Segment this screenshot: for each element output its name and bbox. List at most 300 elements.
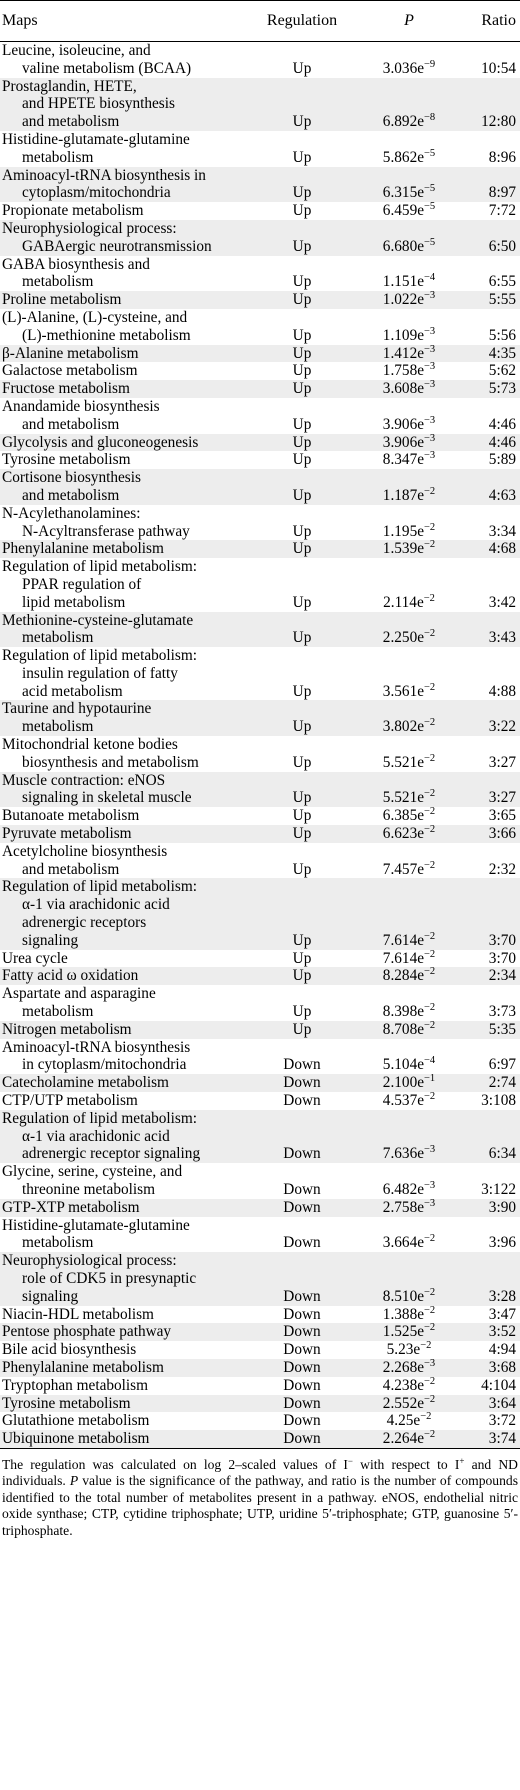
cell-map: [0, 469, 246, 505]
p-value-exponent: −2: [424, 1002, 436, 1014]
p-value-mantissa: 1.195e: [382, 522, 425, 540]
p-value-exponent: −2: [424, 1233, 436, 1245]
map-name-line: Tyrosine metabolism: [2, 451, 131, 469]
cell-map: [0, 878, 246, 949]
cell-p-value: [358, 505, 460, 541]
map-name-line: Pentose phosphate pathway: [2, 1323, 172, 1341]
p-value-exponent: −3: [424, 343, 436, 355]
p-value-mantissa: 3.906e: [382, 433, 425, 451]
cell-map: [0, 1377, 246, 1395]
table-row: [0, 1359, 520, 1377]
map-name-line: metabolism: [22, 148, 94, 166]
table-row: [0, 612, 520, 648]
p-value-exponent: −3: [424, 432, 436, 444]
table-row: [0, 1110, 520, 1163]
cell-ratio: 5:73: [460, 380, 520, 398]
p-value-exponent: −2: [424, 948, 436, 960]
cell-regulation: Down: [283, 1412, 321, 1430]
map-name-line: adrenergic receptor signaling: [22, 1145, 201, 1163]
p-value-mantissa: 6.680e: [382, 237, 425, 255]
cell-map: [0, 558, 246, 611]
cell-p-value: [358, 1092, 460, 1110]
cell-p-value: [358, 825, 460, 843]
cell-ratio: 3:70: [488, 949, 516, 967]
cell-map: [0, 1341, 246, 1359]
p-value-exponent: −3: [424, 1144, 436, 1156]
p-value-exponent: −2: [420, 1340, 432, 1352]
cell-ratio: 5:56: [488, 326, 516, 344]
cell-ratio: 6:55: [488, 273, 516, 291]
cell-regulation: Up: [292, 326, 312, 344]
cell-map: [0, 505, 246, 541]
cell-ratio: 6:34: [460, 1110, 520, 1163]
table-row: [0, 1412, 520, 1430]
map-name-line: Regulation of lipid metabolism:: [2, 1109, 198, 1127]
map-name-line: signaling: [22, 1287, 79, 1305]
map-name-line: Niacin-HDL metabolism: [2, 1305, 154, 1323]
cell-ratio: 3:66: [460, 825, 520, 843]
table-row: [0, 878, 520, 949]
cell-regulation: Up: [246, 78, 358, 131]
cell-regulation: Up: [292, 807, 312, 825]
map-name-line: Pyruvate metabolism: [2, 825, 132, 843]
cell-regulation: Up: [292, 415, 312, 433]
map-name-line: cytoplasm/mitochondria: [22, 184, 171, 202]
map-name-line: metabolism: [22, 273, 94, 291]
map-name-line: Mitochondrial ketone bodies: [2, 736, 178, 754]
table-row: [0, 1021, 520, 1039]
table-row: [0, 540, 520, 558]
p-value-exponent: −2: [424, 485, 436, 497]
p-value-mantissa: 2.268e: [382, 1358, 425, 1376]
table-row: [0, 647, 520, 700]
p-value-mantissa: 2.114e: [383, 593, 424, 611]
p-value-mantissa: 5.23e: [386, 1341, 421, 1359]
cell-p-value: [358, 612, 460, 648]
cell-ratio: 4:35: [460, 345, 520, 363]
p-value-exponent: −2: [424, 859, 436, 871]
map-name-line: Muscle contraction: eNOS: [2, 771, 166, 789]
cell-p-value: [358, 540, 460, 558]
cell-regulation: Down: [246, 1395, 358, 1413]
p-value-mantissa: 2.100e: [382, 1074, 425, 1092]
cell-p-value: [358, 843, 460, 879]
cell-map: [0, 345, 246, 363]
cell-p-value: [358, 291, 460, 309]
table-row: [0, 1377, 520, 1395]
cell-regulation: Down: [246, 1323, 358, 1341]
cell-p-value: [358, 558, 460, 611]
footnote-superscript: +: [459, 1455, 465, 1466]
table-row: [0, 1395, 520, 1413]
p-value-mantissa: 3.561e: [382, 682, 425, 700]
table-row: [0, 1306, 520, 1324]
p-value-mantissa: 6.892e: [382, 113, 425, 131]
p-value-exponent: −3: [424, 361, 436, 373]
table-row: [0, 398, 520, 434]
p-value-exponent: −2: [424, 966, 436, 978]
p-value-mantissa: 8.510e: [382, 1287, 425, 1305]
p-value-exponent: −4: [424, 272, 436, 284]
map-name-line: GABA biosynthesis and: [2, 255, 150, 273]
table-row: [0, 469, 520, 505]
cell-ratio: 4:94: [488, 1341, 516, 1359]
cell-ratio: 3:27: [460, 772, 520, 808]
cell-ratio: 3:64: [460, 1395, 520, 1413]
p-value-exponent: −3: [424, 379, 436, 391]
map-name-line: Methionine-cysteine-glutamate: [2, 611, 194, 629]
cell-map: [0, 985, 246, 1021]
p-value-mantissa: 1.187e: [382, 486, 425, 504]
cell-p-value: [358, 736, 460, 772]
cell-p-value: [358, 647, 460, 700]
p-value-exponent: −2: [424, 717, 436, 729]
footnote-p-italic: P: [69, 1473, 79, 1489]
map-name-line: valine metabolism (BCAA): [22, 59, 192, 77]
cell-regulation: Down: [283, 1376, 321, 1394]
map-name-line: Tryptophan metabolism: [2, 1376, 149, 1394]
cell-ratio: 8:96: [488, 148, 516, 166]
p-value-exponent: −5: [424, 236, 436, 248]
cell-regulation: Down: [283, 1092, 321, 1110]
cell-map: [0, 42, 246, 78]
cell-ratio: 3:22: [460, 700, 520, 736]
p-value-mantissa: 1.525e: [382, 1323, 425, 1341]
header-row: [0, 1, 520, 42]
map-name-line: Regulation of lipid metabolism:: [2, 647, 198, 665]
p-value-exponent: −2: [424, 806, 436, 818]
cell-map: [0, 647, 246, 700]
p-value-mantissa: 5.521e: [382, 789, 425, 807]
table-row: [0, 167, 520, 203]
p-value-mantissa: 7.636e: [382, 1145, 425, 1163]
p-value-mantissa: 5.521e: [382, 753, 425, 771]
cell-regulation: Down: [283, 1305, 321, 1323]
p-value-mantissa: 1.412e: [382, 344, 425, 362]
map-name-line: Propionate metabolism: [2, 202, 144, 220]
cell-p-value: [358, 772, 460, 808]
footnote-superscript: −: [347, 1455, 353, 1466]
cell-ratio: 4:46: [488, 415, 516, 433]
cell-regulation: Down: [246, 1199, 358, 1217]
cell-p-value: [358, 362, 460, 380]
cell-regulation: Down: [246, 1110, 358, 1163]
map-name-line: Glycine, serine, cysteine, and: [2, 1163, 183, 1181]
cell-ratio: 3:74: [460, 1430, 520, 1448]
map-name-line: Glutathione metabolism: [2, 1412, 150, 1430]
table-row: [0, 42, 520, 78]
cell-regulation: Up: [246, 540, 358, 558]
p-value-exponent: −3: [424, 325, 436, 337]
cell-regulation: Up: [246, 967, 358, 985]
map-name-line: metabolism: [22, 1234, 94, 1252]
p-value-exponent: −2: [424, 1286, 436, 1298]
cell-map: [0, 1323, 246, 1341]
cell-map: [0, 291, 246, 309]
cell-map: [0, 825, 246, 843]
cell-regulation: Up: [246, 291, 358, 309]
table-row: [0, 220, 520, 256]
table-row: [0, 1074, 520, 1092]
map-name-line: Prostaglandin, HETE,: [2, 77, 137, 95]
map-name-line: Regulation of lipid metabolism:: [2, 558, 198, 576]
p-value-mantissa: 1.539e: [382, 540, 425, 558]
cell-map: [0, 700, 246, 736]
p-value-exponent: −3: [424, 1180, 436, 1191]
map-name-line: Taurine and hypotaurine: [2, 700, 152, 718]
table-row: [0, 1217, 520, 1253]
cell-regulation: Up: [292, 451, 312, 469]
map-name-line: GTP-XTP metabolism: [2, 1198, 140, 1216]
table-row: [0, 772, 520, 808]
map-name-line: signaling in skeletal muscle: [22, 789, 192, 807]
cell-p-value: [358, 1395, 460, 1413]
table-row: [0, 505, 520, 541]
p-value-exponent: −2: [424, 681, 436, 693]
cell-map: [0, 1395, 246, 1413]
cell-map: [0, 398, 246, 434]
map-name-line: Aspartate and asparagine: [2, 985, 156, 1003]
p-value-exponent: −9: [424, 58, 436, 70]
cell-p-value: [358, 1217, 460, 1253]
footnote-text: The regulation was calculated on log 2–scaled values of I: [2, 1456, 348, 1472]
map-name-line: adrenergic receptors: [22, 914, 147, 932]
table-row: [0, 309, 520, 345]
cell-regulation: Up: [246, 825, 358, 843]
p-value-exponent: −2: [420, 1411, 432, 1423]
table-row: [0, 825, 520, 843]
cell-map: [0, 1110, 246, 1163]
cell-p-value: [358, 1039, 460, 1075]
cell-regulation: Up: [246, 220, 358, 256]
cell-regulation: Up: [292, 753, 312, 771]
cell-regulation: Up: [292, 273, 312, 291]
cell-p-value: [358, 220, 460, 256]
cell-ratio: 3:108: [481, 1092, 516, 1110]
map-name-line: Phenylalanine metabolism: [2, 1358, 164, 1376]
header-ratio: Ratio: [460, 1, 520, 42]
cell-p-value: [358, 451, 460, 469]
cell-p-value: [358, 1359, 460, 1377]
map-name-line: Anandamide biosynthesis: [2, 397, 160, 415]
cell-ratio: 4:46: [460, 434, 520, 452]
cell-ratio: 3:47: [488, 1305, 516, 1323]
map-name-line: Aminoacyl-tRNA biosynthesis in: [2, 166, 206, 184]
map-name-line: α-1 via arachidonic acid: [22, 1127, 170, 1145]
p-value-exponent: −2: [424, 1322, 436, 1334]
cell-ratio: 3:28: [460, 1252, 520, 1305]
cell-p-value: [358, 950, 460, 968]
cell-p-value: [358, 1021, 460, 1039]
p-value-exponent: −2: [424, 824, 436, 836]
cell-regulation: Up: [292, 593, 312, 611]
header-regulation: Regulation: [246, 1, 358, 42]
p-value-mantissa: 1.022e: [382, 291, 425, 309]
table-row: [0, 950, 520, 968]
cell-map: [0, 736, 246, 772]
cell-regulation: Up: [292, 362, 312, 380]
cell-map: [0, 1074, 246, 1092]
cell-regulation: Up: [246, 1021, 358, 1039]
p-value-exponent: −2: [424, 1375, 436, 1387]
p-value-mantissa: 2.250e: [382, 629, 425, 647]
p-value-exponent: −2: [424, 1019, 436, 1031]
p-value-mantissa: 5.862e: [382, 148, 425, 166]
map-name-line: Histidine-glutamate-glutamine: [2, 130, 190, 148]
cell-p-value: [358, 878, 460, 949]
cell-ratio: 6:50: [460, 220, 520, 256]
p-value-mantissa: 1.758e: [382, 362, 425, 380]
cell-regulation: Up: [246, 167, 358, 203]
table-row: [0, 1430, 520, 1448]
table-row: [0, 736, 520, 772]
table-row: [0, 1163, 520, 1199]
cell-p-value: [358, 1430, 460, 1448]
footnote-text: with respect to I: [353, 1456, 460, 1472]
cell-ratio: 3:72: [488, 1412, 516, 1430]
cell-p-value: [358, 78, 460, 131]
map-name-line: Urea cycle: [2, 949, 68, 967]
map-name-line: Butanoate metabolism: [2, 807, 140, 825]
p-value-mantissa: 3.906e: [382, 415, 425, 433]
cell-ratio: 3:52: [460, 1323, 520, 1341]
map-name-line: metabolism: [22, 718, 94, 736]
p-value-exponent: −2: [424, 521, 436, 533]
table-row: [0, 131, 520, 167]
cell-p-value: [358, 398, 460, 434]
p-value-mantissa: 8.347e: [382, 451, 425, 469]
p-value-mantissa: 3.036e: [382, 59, 425, 77]
cell-regulation: Up: [292, 202, 312, 220]
cell-ratio: 2:32: [488, 860, 516, 878]
p-value-mantissa: 1.388e: [382, 1305, 425, 1323]
map-name-line: threonine metabolism: [22, 1181, 155, 1198]
cell-p-value: [358, 434, 460, 452]
cell-map: [0, 256, 246, 292]
map-name-line: and HPETE biosynthesis: [22, 95, 175, 113]
p-value-exponent: −3: [424, 290, 436, 302]
cell-ratio: 2:74: [460, 1074, 520, 1092]
cell-map: [0, 612, 246, 648]
cell-p-value: [358, 1110, 460, 1163]
p-value-mantissa: 6.315e: [382, 184, 425, 202]
map-name-line: lipid metabolism: [22, 593, 126, 611]
table-body: [0, 42, 520, 1449]
cell-ratio: 8:97: [460, 167, 520, 203]
map-name-line: and metabolism: [22, 486, 120, 504]
cell-p-value: [358, 1163, 460, 1199]
cell-ratio: 3:68: [460, 1359, 520, 1377]
map-name-line: in cytoplasm/mitochondria: [22, 1056, 187, 1074]
map-name-line: Acetylcholine biosynthesis: [2, 842, 168, 860]
map-name-line: PPAR regulation of: [22, 575, 142, 593]
map-name-line: and metabolism: [22, 860, 120, 878]
cell-ratio: 3:73: [488, 1003, 516, 1021]
cell-p-value: [358, 42, 460, 78]
cell-ratio: 12:80: [460, 78, 520, 131]
cell-regulation: Up: [246, 380, 358, 398]
p-value-mantissa: 4.238e: [382, 1376, 425, 1394]
p-value-mantissa: 6.385e: [382, 807, 425, 825]
map-name-line: role of CDK5 in presynaptic: [22, 1269, 197, 1287]
p-value-mantissa: 8.708e: [382, 1020, 425, 1038]
cell-ratio: 4:63: [460, 469, 520, 505]
cell-p-value: [358, 309, 460, 345]
cell-regulation: Up: [292, 1003, 312, 1021]
map-name-line: Tyrosine metabolism: [2, 1394, 131, 1412]
p-value-exponent: −3: [424, 414, 436, 426]
p-value-mantissa: 3.608e: [382, 380, 425, 398]
cell-p-value: [358, 469, 460, 505]
p-value-exponent: −2: [424, 930, 436, 942]
table-row: [0, 345, 520, 363]
table-row: [0, 807, 520, 825]
map-name-line: GABAergic neurotransmission: [22, 237, 212, 255]
map-name-line: Fructose metabolism: [2, 380, 130, 398]
cell-ratio: 5:35: [460, 1021, 520, 1039]
cell-regulation: Up: [246, 700, 358, 736]
cell-regulation: Up: [292, 59, 312, 77]
cell-map: [0, 1306, 246, 1324]
p-value-mantissa: 1.151e: [382, 273, 425, 291]
cell-map: [0, 380, 246, 398]
cell-map: [0, 807, 246, 825]
table-row: [0, 967, 520, 985]
cell-p-value: [358, 1074, 460, 1092]
p-value-exponent: −2: [423, 592, 435, 604]
cell-regulation: Up: [246, 772, 358, 808]
cell-ratio: 3:96: [488, 1234, 516, 1252]
map-name-line: (L)-methionine metabolism: [22, 326, 191, 344]
map-name-line: Glycolysis and gluconeogenesis: [2, 433, 199, 451]
table-row: [0, 451, 520, 469]
p-value-mantissa: 2.552e: [382, 1394, 425, 1412]
cell-map: [0, 1199, 246, 1217]
map-name-line: acid metabolism: [22, 682, 123, 700]
footnote-text: value is the significance of the pathway, and ratio is the number of compounds identified to the total number of metabolites present in a pathway. eNOS, endothelial nitric oxide synthase; CTP, cytidine triphosphate; UTP, uridine 5′-triphosphate; GTP, guanosine 5′-triphosphate.: [2, 1473, 518, 1538]
p-value-exponent: −2: [424, 539, 436, 551]
p-value-mantissa: 8.284e: [382, 967, 425, 985]
map-name-line: and metabolism: [22, 113, 120, 131]
p-value-exponent: −2: [424, 788, 436, 800]
cell-p-value: [358, 1252, 460, 1305]
p-value-exponent: −5: [424, 147, 436, 159]
cell-map: [0, 167, 246, 203]
table-row: [0, 1039, 520, 1075]
cell-ratio: 4:104: [481, 1376, 516, 1394]
map-name-line: signaling: [22, 931, 79, 949]
cell-regulation: Down: [246, 1359, 358, 1377]
cell-ratio: 3:90: [460, 1199, 520, 1217]
p-value-mantissa: 5.104e: [382, 1056, 425, 1074]
cell-ratio: 5:62: [488, 362, 516, 380]
map-name-line: Ubiquinone metabolism: [2, 1430, 150, 1448]
cell-ratio: 3:27: [488, 753, 516, 771]
cell-ratio: 6:97: [488, 1056, 516, 1074]
cell-ratio: 3:34: [488, 522, 516, 540]
cell-p-value: [358, 202, 460, 220]
map-name-line: Neurophysiological process:: [2, 1252, 177, 1270]
p-value-mantissa: 4.537e: [382, 1092, 425, 1110]
table-row: [0, 434, 520, 452]
table-row: [0, 843, 520, 879]
p-value-mantissa: 6.482e: [382, 1181, 425, 1198]
cell-map: [0, 78, 246, 131]
cell-p-value: [358, 167, 460, 203]
map-name-line: metabolism: [22, 629, 94, 647]
cell-map: [0, 451, 246, 469]
cell-regulation: Down: [283, 1234, 321, 1252]
